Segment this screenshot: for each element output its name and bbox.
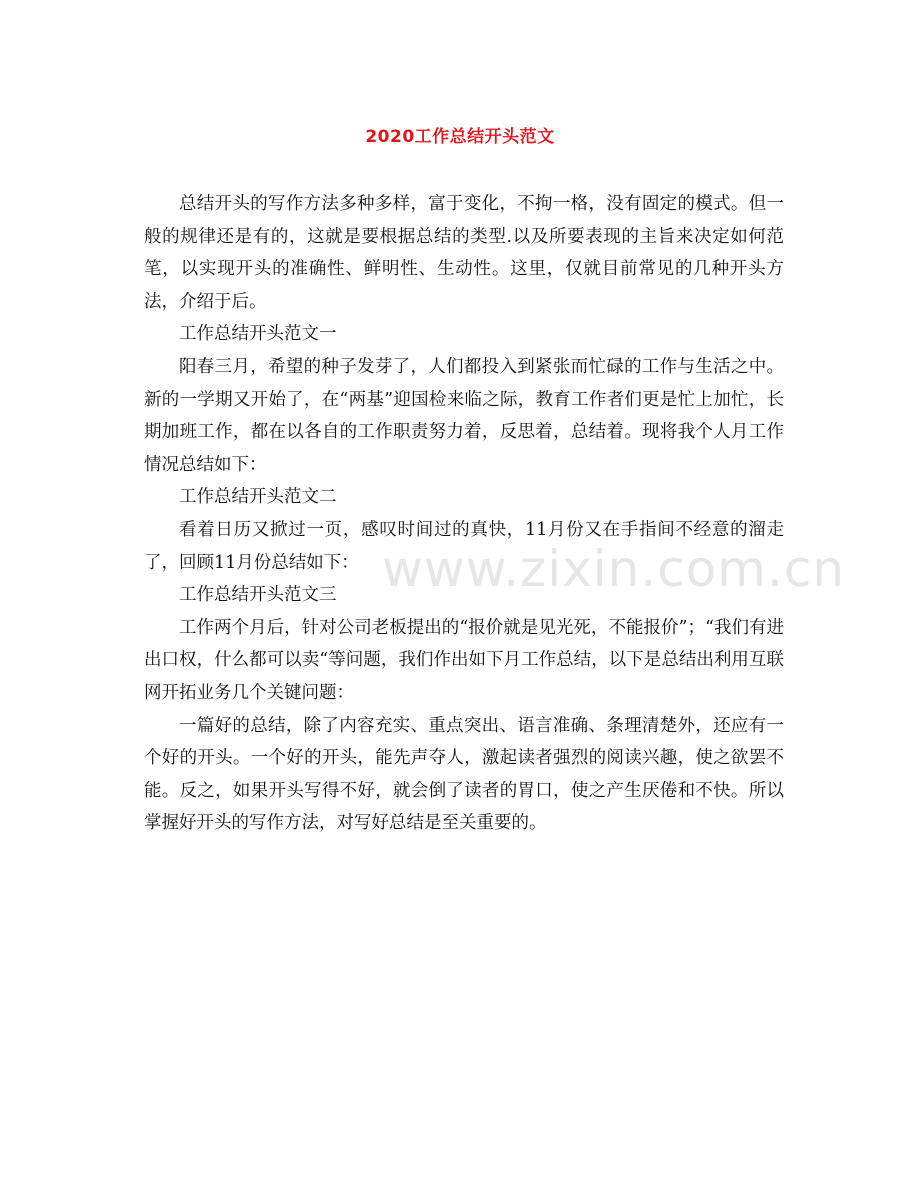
paragraph-sample-1: 阳春三月，希望的种子发芽了，人们都投入到紧张而忙碌的工作与生活之中。新的一学期又开始了，在“两基”迎国检来临之际，教育工作者们更是忙上加忙，长期加班工作，都在以各自的工作职责努力着，反思着，总结着。现将我个人月工作情况总结如下： (144, 356, 784, 475)
section-heading-1: 工作总结开头范文一 (179, 324, 337, 345)
paragraph-intro: 总结开头的写作方法多种多样，富于变化，不拘一格，没有固定的模式。但一般的规律还是有的，这就是要根据总结的类型.以及所要表现的主旨来决定如何范笔，以实现开头的准确性、鲜明性、生动性。这里，仅就目前常见的几种开头方法，介绍于后。 (144, 194, 784, 312)
document-body (144, 188, 784, 840)
paragraph-sample-2: 看着日历又掀过一页，感叹时间过的真快，11月份又在手指间不经意的溜走了，回顾11月份总结如下： (144, 519, 784, 573)
paragraph-conclusion: 一篇好的总结，除了内容充实、重点突出、语言准确、条理清楚外，还应有一个好的开头。一个好的开头，能先声夺人，激起读者强烈的阅读兴趣，使之欲罢不能。反之，如果开头写得不好，就会倒了读者的胃口，使之产生厌倦和不快。所以掌握好开头的写作方法，对写好总结是至关重要的。 (144, 715, 784, 834)
document-title: 2020工作总结开头范文 (365, 127, 555, 147)
section-heading-3: 工作总结开头范文三 (179, 585, 337, 606)
watermark: www.zixin.com.cn (382, 540, 846, 598)
paragraph-sample-3: 工作两个月后，针对公司老板提出的“报价就是见光死，不能报价”；“我们有进出口权，什么都可以卖“等问题，我们作出如下月工作总结，以下是总结出利用互联网开拓业务几个关键问题： (144, 617, 784, 703)
section-heading-2: 工作总结开头范文二 (179, 487, 337, 508)
